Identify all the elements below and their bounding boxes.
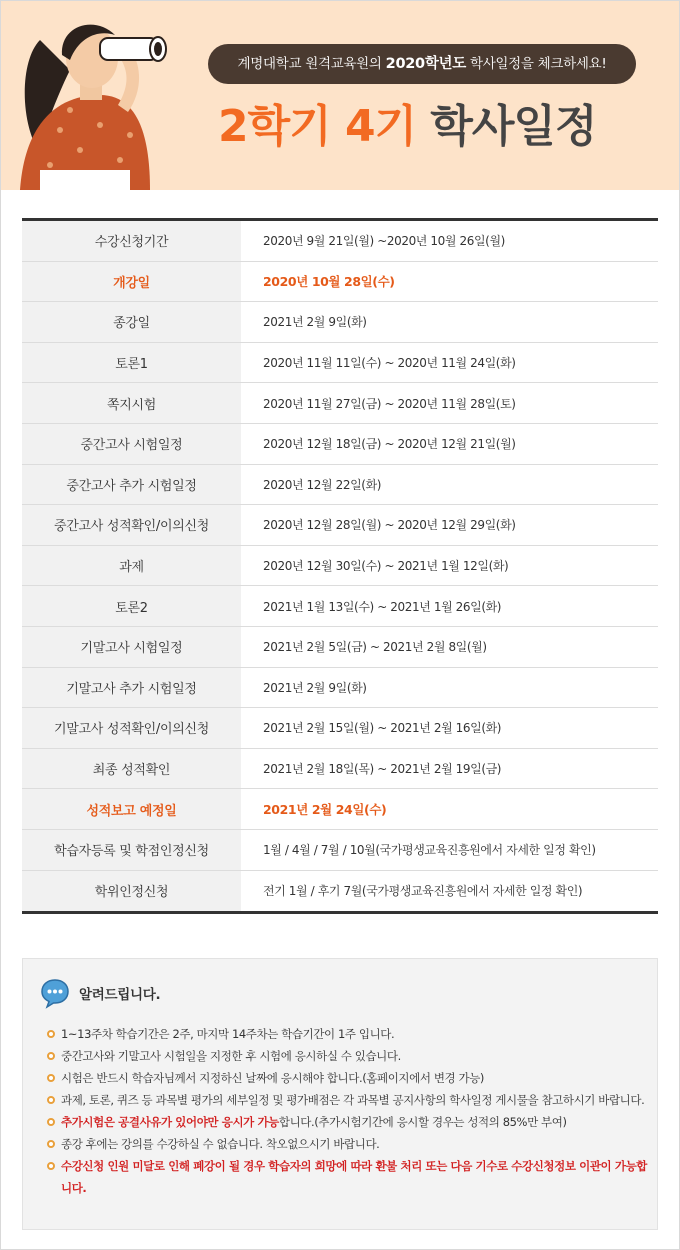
schedule-label: 성적보고 예정일 [22, 789, 241, 829]
notice-item [47, 1111, 647, 1133]
pill-suffix: 학사일정을 체크하세요! [469, 56, 607, 72]
banner-subtitle-pill [208, 44, 636, 84]
schedule-value: 2020년 11월 27일(금) ~ 2020년 11월 28일(토) [263, 396, 516, 411]
schedule-row [22, 465, 658, 506]
bullet-icon [47, 1052, 55, 1060]
schedule-value: 2021년 2월 18일(목) ~ 2021년 2월 19일(금) [263, 762, 502, 777]
schedule-label: 학위인정신청 [22, 871, 241, 912]
schedule-label: 중간고사 시험일정 [22, 424, 241, 464]
schedule-label: 중간고사 추가 시험일정 [22, 465, 241, 505]
schedule-value: 2021년 2월 15일(월) ~ 2021년 2월 16일(화) [263, 721, 502, 736]
pill-year: 2020학년도 [385, 56, 466, 72]
schedule-label: 토론2 [22, 586, 241, 626]
notice-title: 알려드립니다. [79, 987, 161, 1003]
schedule-value: 2020년 12월 22일(화) [263, 477, 382, 492]
notice-item [47, 1067, 647, 1089]
notice-item [47, 1089, 647, 1111]
notice-item-emphasis: 수강신청 인원 미달로 인해 폐강이 될 경우 학습자의 희망에 따라 환불 처리 또는 다음 기수로 수강신청정보 이관이 가능합니다. [61, 1159, 647, 1195]
bullet-icon [47, 1162, 55, 1170]
notice-item [47, 1155, 647, 1199]
schedule-value: 2021년 2월 24일(수) [263, 802, 387, 818]
schedule-row [22, 871, 658, 912]
bullet-icon [47, 1030, 55, 1038]
schedule-row [22, 586, 658, 627]
schedule-row [22, 343, 658, 384]
woman-with-binoculars-icon [0, 0, 200, 190]
notice-item-text: 시험은 반드시 학습자님께서 지정하신 날짜에 응시해야 합니다.(홈페이지에서 변경 가능) [61, 1071, 484, 1085]
schedule-label: 기말고사 추가 시험일정 [22, 668, 241, 708]
notice-item [47, 1045, 647, 1067]
schedule-row [22, 262, 658, 303]
notice-item-text: 과제, 토론, 퀴즈 등 과목별 평가의 세부일정 및 평가배점은 각 과목별 공지사항의 학사일정 게시물을 참고하시기 바랍니다. [61, 1093, 645, 1107]
schedule-row [22, 221, 658, 262]
schedule-label: 학습자등록 및 학점인정신청 [22, 830, 241, 870]
schedule-label: 종강일 [22, 302, 241, 342]
schedule-label: 중간고사 성적확인/이의신청 [22, 505, 241, 545]
schedule-table [22, 218, 658, 914]
notice-item [47, 1133, 647, 1155]
schedule-label: 토론1 [22, 343, 241, 383]
bullet-icon [47, 1096, 55, 1104]
schedule-value: 2020년 12월 28일(월) ~ 2020년 12월 29일(화) [263, 518, 516, 533]
schedule-row [22, 668, 658, 709]
schedule-value: 2021년 2월 5일(금) ~ 2021년 2월 8일(월) [263, 640, 487, 655]
schedule-row [22, 627, 658, 668]
schedule-row [22, 424, 658, 465]
notice-item [47, 1023, 647, 1045]
notice-list [47, 1023, 647, 1199]
schedule-label: 과제 [22, 546, 241, 586]
schedule-label: 기말고사 시험일정 [22, 627, 241, 667]
notice-item-text: 종강 후에는 강의를 수강하실 수 없습니다. 착오없으시기 바랍니다. [61, 1137, 380, 1151]
page-title-highlight: 2학기 4기 [218, 101, 417, 152]
schedule-value: 2020년 12월 18일(금) ~ 2020년 12월 21일(월) [263, 437, 516, 452]
schedule-value: 전기 1월 / 후기 7월(국가평생교육진흥원에서 자세한 일정 확인) [263, 884, 583, 899]
schedule-label: 기말고사 성적확인/이의신청 [22, 708, 241, 748]
header-banner [0, 0, 680, 190]
notice-box [22, 958, 658, 1230]
schedule-label: 수강신청기간 [22, 221, 241, 261]
schedule-value: 2020년 12월 30일(수) ~ 2021년 1월 12일(화) [263, 559, 509, 574]
schedule-row [22, 789, 658, 830]
schedule-label: 최종 성적확인 [22, 749, 241, 789]
notice-item-emphasis: 추가시험은 공결사유가 있어야만 응시가 가능 [61, 1115, 279, 1129]
schedule-row [22, 383, 658, 424]
schedule-row [22, 708, 658, 749]
bullet-icon [47, 1074, 55, 1082]
page-title [218, 90, 638, 160]
schedule-row [22, 749, 658, 790]
schedule-value: 2020년 11월 11일(수) ~ 2020년 11월 24일(화) [263, 356, 516, 371]
schedule-value: 2020년 9월 21일(월) ~2020년 10월 26일(월) [263, 234, 505, 249]
bullet-icon [47, 1118, 55, 1126]
schedule-label: 개강일 [22, 262, 241, 302]
page-title-main: 학사일정 [430, 101, 597, 152]
schedule-row [22, 546, 658, 587]
schedule-value: 2021년 2월 9일(화) [263, 315, 367, 330]
notice-item-text: 중간고사와 기말고사 시험일을 지정한 후 시험에 응시하실 수 있습니다. [61, 1049, 401, 1063]
schedule-value: 2021년 1월 13일(수) ~ 2021년 1월 26일(화) [263, 599, 502, 614]
speech-bubble-icon [39, 977, 71, 1009]
schedule-row [22, 302, 658, 343]
schedule-value: 1월 / 4월 / 7월 / 10월(국가평생교육진흥원에서 자세한 일정 확인) [263, 843, 596, 858]
schedule-value: 2021년 2월 9일(화) [263, 680, 367, 695]
schedule-row [22, 830, 658, 871]
schedule-row [22, 505, 658, 546]
notice-header [39, 977, 160, 1009]
bullet-icon [47, 1140, 55, 1148]
pill-prefix: 계명대학교 원격교육원의 [237, 56, 382, 72]
schedule-value: 2020년 10월 28일(수) [263, 274, 395, 290]
schedule-label: 쪽지시험 [22, 383, 241, 423]
notice-item-text: 1~13주차 학습기간은 2주, 마지막 14주차는 학습기간이 1주 입니다. [61, 1027, 395, 1041]
notice-item-text: 합니다.(추가시험기간에 응시할 경우는 성적의 85%만 부여) [278, 1115, 567, 1129]
